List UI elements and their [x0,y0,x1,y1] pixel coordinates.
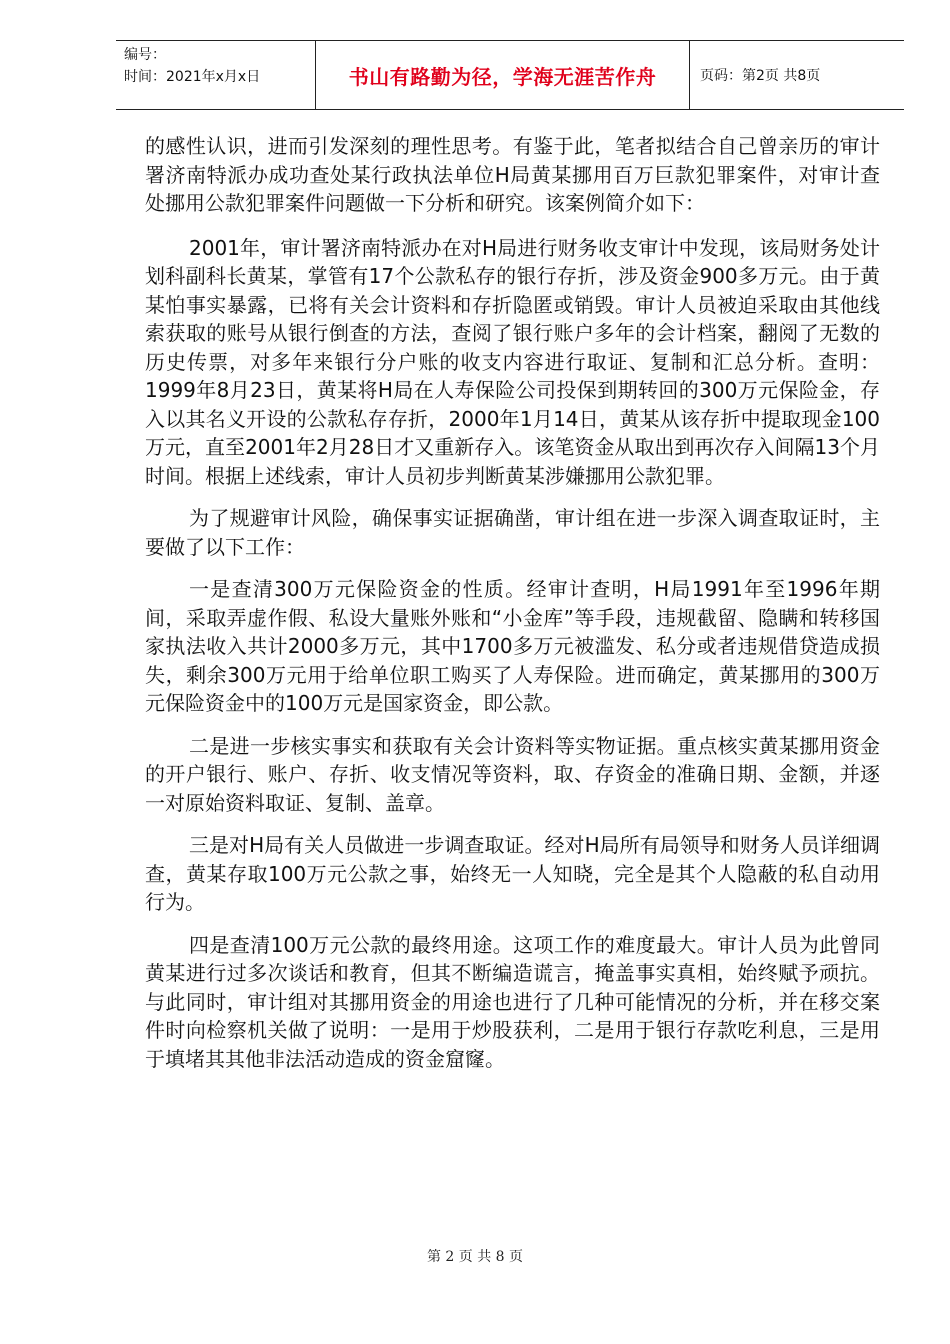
paragraph-case: 2001年，审计署济南特派办在对H局进行财务收支审计中发现，该局财务处计划科副科长黄某，掌管有17个公款私存的银行存折，涉及资金900多万元。由于黄某怕事实暴露，已将有关会计资料和存折隐匿或销毁。审计人员被迫采取由其他线索获取的账号从银行倒查的方法，查阅了银行账户多年的会计档案，翻阅了无数的历史传票，对多年来银行分户账的收支内容进行取证、复制和汇总分析。查明：1999年8月23日，黄某将H局在人寿保险公司投保到期转回的300万元保险金，存入以其名义开设的公款私存存折，2000年1月14日，黄某从该存折中提取现金100万元，直至2001年2月28日才又重新存入。该笔资金从取出到再次存入间隔13个月时间。根据上述线索，审计人员初步判断黄某涉嫌挪用公款犯罪。 [145,235,880,488]
paragraph-step-2: 二是进一步核实事实和获取有关会计资料等实物证据。重点核实黄某挪用资金的开户银行、账户、存折、收支情况等资料，取、存资金的准确日期、金额，并逐一对原始资料取证、复制、盖章。 [145,733,880,815]
page-header [116,40,904,110]
page-footer: 第 2 页 共 8 页 [426,1249,524,1265]
paragraph-intro: 的感性认识，进而引发深刻的理性思考。有鉴于此，笔者拟结合自己曾亲历的审计署济南特派办成功查处某行政执法单位H局黄某挪用百万巨款犯罪案件，对审计查处挪用公款犯罪案件问题做一下分析和研究。该案例简介如下： [145,134,880,215]
paragraph-step-4: 四是查清100万元公款的最终用途。这项工作的难度最大。审计人员为此曾同黄某进行过多次谈话和教育，但其不断编造谎言，掩盖事实真相，始终赋予顽抗。与此同时，审计组对其挪用资金的用途也进行了几种可能情况的分析，并在移交案件时向检察机关做了说明：一是用于炒股获利，二是用于银行存款吃利息，三是用于填堵其其他非法活动造成的资金窟窿。 [145,932,880,1071]
header-page-info: 页码：第2页 共8页 [700,68,821,84]
document-time: 时间：2021年x月x日 [124,69,261,85]
paragraph-step-1: 一是查清300万元保险资金的性质。经审计查明，H局1991年至1996年期间，采取弄虚作假、私设大量账外账和“小金库”等手段，违规截留、隐瞒和转移国家执法收入共计2000多万元，其中1700多万元被滥发、私分或者违规借贷造成损失，剩余300万元用于给单位职工购买了人寿保险。进而确定，黄某挪用的300万元保险资金中的100万元是国家资金，即公款。 [145,577,880,715]
document-body [145,132,880,1087]
paragraph-work-intro: 为了规避审计风险，确保事实证据确凿，审计组在进一步深入调查取证时，主要做了以下工作： [145,506,880,559]
document-number-label: 编号： [124,47,166,63]
header-meta [116,41,316,109]
header-motto: 书山有路勤为径，学海无涯苦作舟 [316,41,690,109]
paragraph-step-3: 三是对H局有关人员做进一步调查取证。经对H局所有局领导和财务人员详细调查，黄某存取100万元公款之事，始终无一人知晓，完全是其个人隐蔽的私自动用行为。 [145,833,880,914]
